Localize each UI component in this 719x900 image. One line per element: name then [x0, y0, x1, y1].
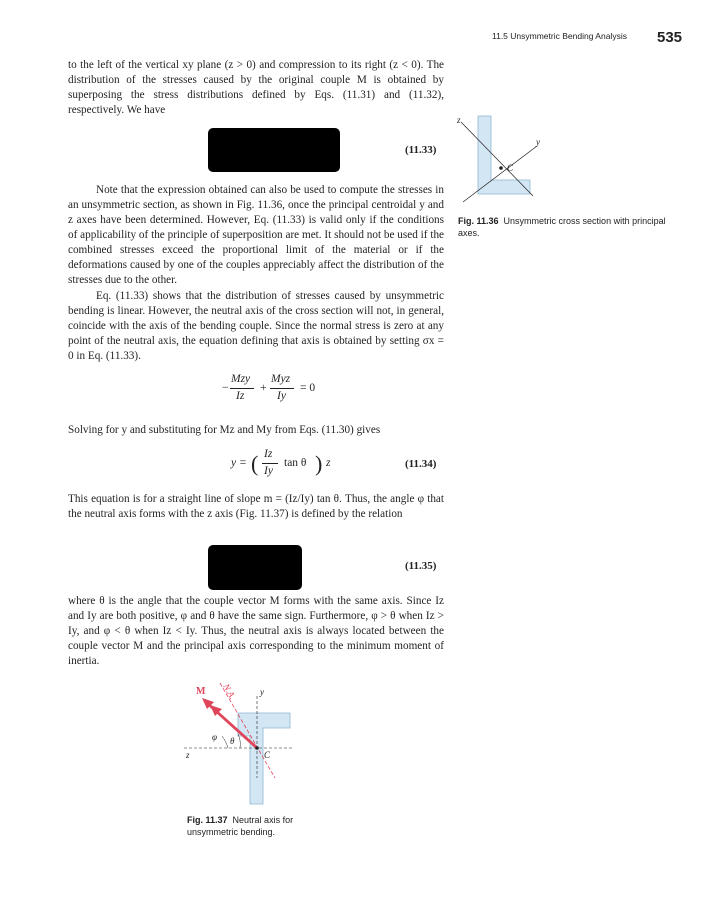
- fig37-na-label: N.A.: [221, 682, 238, 701]
- figure-11-37: [180, 678, 300, 813]
- paragraph-5: This equation is for a straight line of slope m = (Iz/Iy) tan θ. Thus, the angle φ that the neutral axis forms with the z axis (Fig. 11.37) is defined by the relation: [68, 493, 444, 520]
- fig37-y-label: y: [260, 687, 264, 697]
- fig37-m-label: M: [196, 686, 206, 697]
- redacted-equation-11-35: [208, 545, 302, 590]
- fig36-c-label: C: [507, 163, 514, 173]
- fig-11-37-text: Neutral axis for unsymmetric bending.: [187, 815, 294, 837]
- redacted-equation-11-33: [208, 128, 340, 172]
- line-eq-num: Iz: [264, 448, 273, 460]
- fig37-phi-label: φ: [212, 732, 217, 742]
- frac2-num: Myz: [271, 373, 291, 385]
- paragraph-3: Eq. (11.33) shows that the distribution of stresses caused by unsymmetric bending is linear. However, the neutral axis of the cross section will not, in general, coincide with the axis of the bending couple. Since the normal stress is zero at any point of the neutral axis, the equation defining that axis is obtained by setting σx = 0 in Eq. (11.33).: [68, 290, 444, 362]
- fig37-centroid: [255, 746, 259, 750]
- equation-number-11-34: (11.34): [405, 458, 437, 470]
- paragraph-6: where θ is the angle that the couple vector M forms with the same axis. Since Iz and Iy are both positive, φ and θ have the same sign. Furthermore, φ > θ when Iz > Iy, and φ < θ when Iz < Iy. Thus, the neutral axis is always located between the couple vector M and the principal axis corresponding to the minimum moment of inertia.: [68, 595, 444, 667]
- frac2-den: Iy: [277, 390, 286, 402]
- fig37-z-label: z: [186, 750, 190, 760]
- paragraph-2: Note that the expression obtained can also be used to compute the stresses in an unsymmetric section, as shown in Fig. 11.36, once the principal centroidal y and z axes have been determined. However, Eq. (11.33) is valid only if the conditions of applicability of the principle of superposition are met. It should not be used if the combined stresses exceed the proportional limit of the material or if the deformations caused by one of the couples appreciably affect the distribution of the stresses due to the other.: [68, 184, 444, 286]
- line-eq-tan: tan θ: [284, 457, 307, 469]
- line-eq-lhs: y =: [231, 457, 247, 469]
- fig36-y-label: y: [536, 137, 540, 147]
- fig37-c-label: C: [264, 750, 271, 760]
- paragraph-1: to the left of the vertical xy plane (z > 0) and compression to its right (z < 0). The distribution of the stresses caused by the original couple M is obtained by superposing the stress distributions defined by Eqs. (11.31) and (11.32), respectively. We have: [68, 59, 444, 116]
- fig-11-37-label: Fig. 11.37: [187, 815, 228, 825]
- equation-number-11-33: (11.33): [405, 144, 437, 156]
- frac1-den: Iz: [236, 390, 245, 402]
- frac1-num: Mzy: [231, 373, 251, 385]
- centroid-dot: [499, 166, 503, 170]
- phi-arc: [222, 736, 228, 748]
- line-eq-den: Iy: [264, 465, 273, 477]
- fig36-z-label: z: [457, 115, 461, 125]
- equation-number-11-35: (11.35): [405, 560, 437, 572]
- fig-11-36-label: Fig. 11.36: [458, 216, 499, 226]
- fig-11-36-caption: [458, 215, 683, 239]
- paragraph-4: Solving for y and substituting for Mz and My from Eqs. (11.30) gives: [68, 424, 381, 436]
- running-header: 11.5 Unsymmetric Bending Analysis: [492, 31, 627, 41]
- fig-11-37-caption: [187, 814, 327, 838]
- fig37-theta-label: θ: [230, 736, 235, 746]
- figure-11-36: [455, 108, 550, 208]
- rhs-zero: = 0: [300, 382, 316, 394]
- fig-11-36-text: Unsymmetric cross section with principal axes.: [458, 216, 666, 238]
- page-number: 535: [657, 29, 683, 46]
- line-eq-var: z: [326, 457, 331, 469]
- l-section-shape: [478, 116, 530, 194]
